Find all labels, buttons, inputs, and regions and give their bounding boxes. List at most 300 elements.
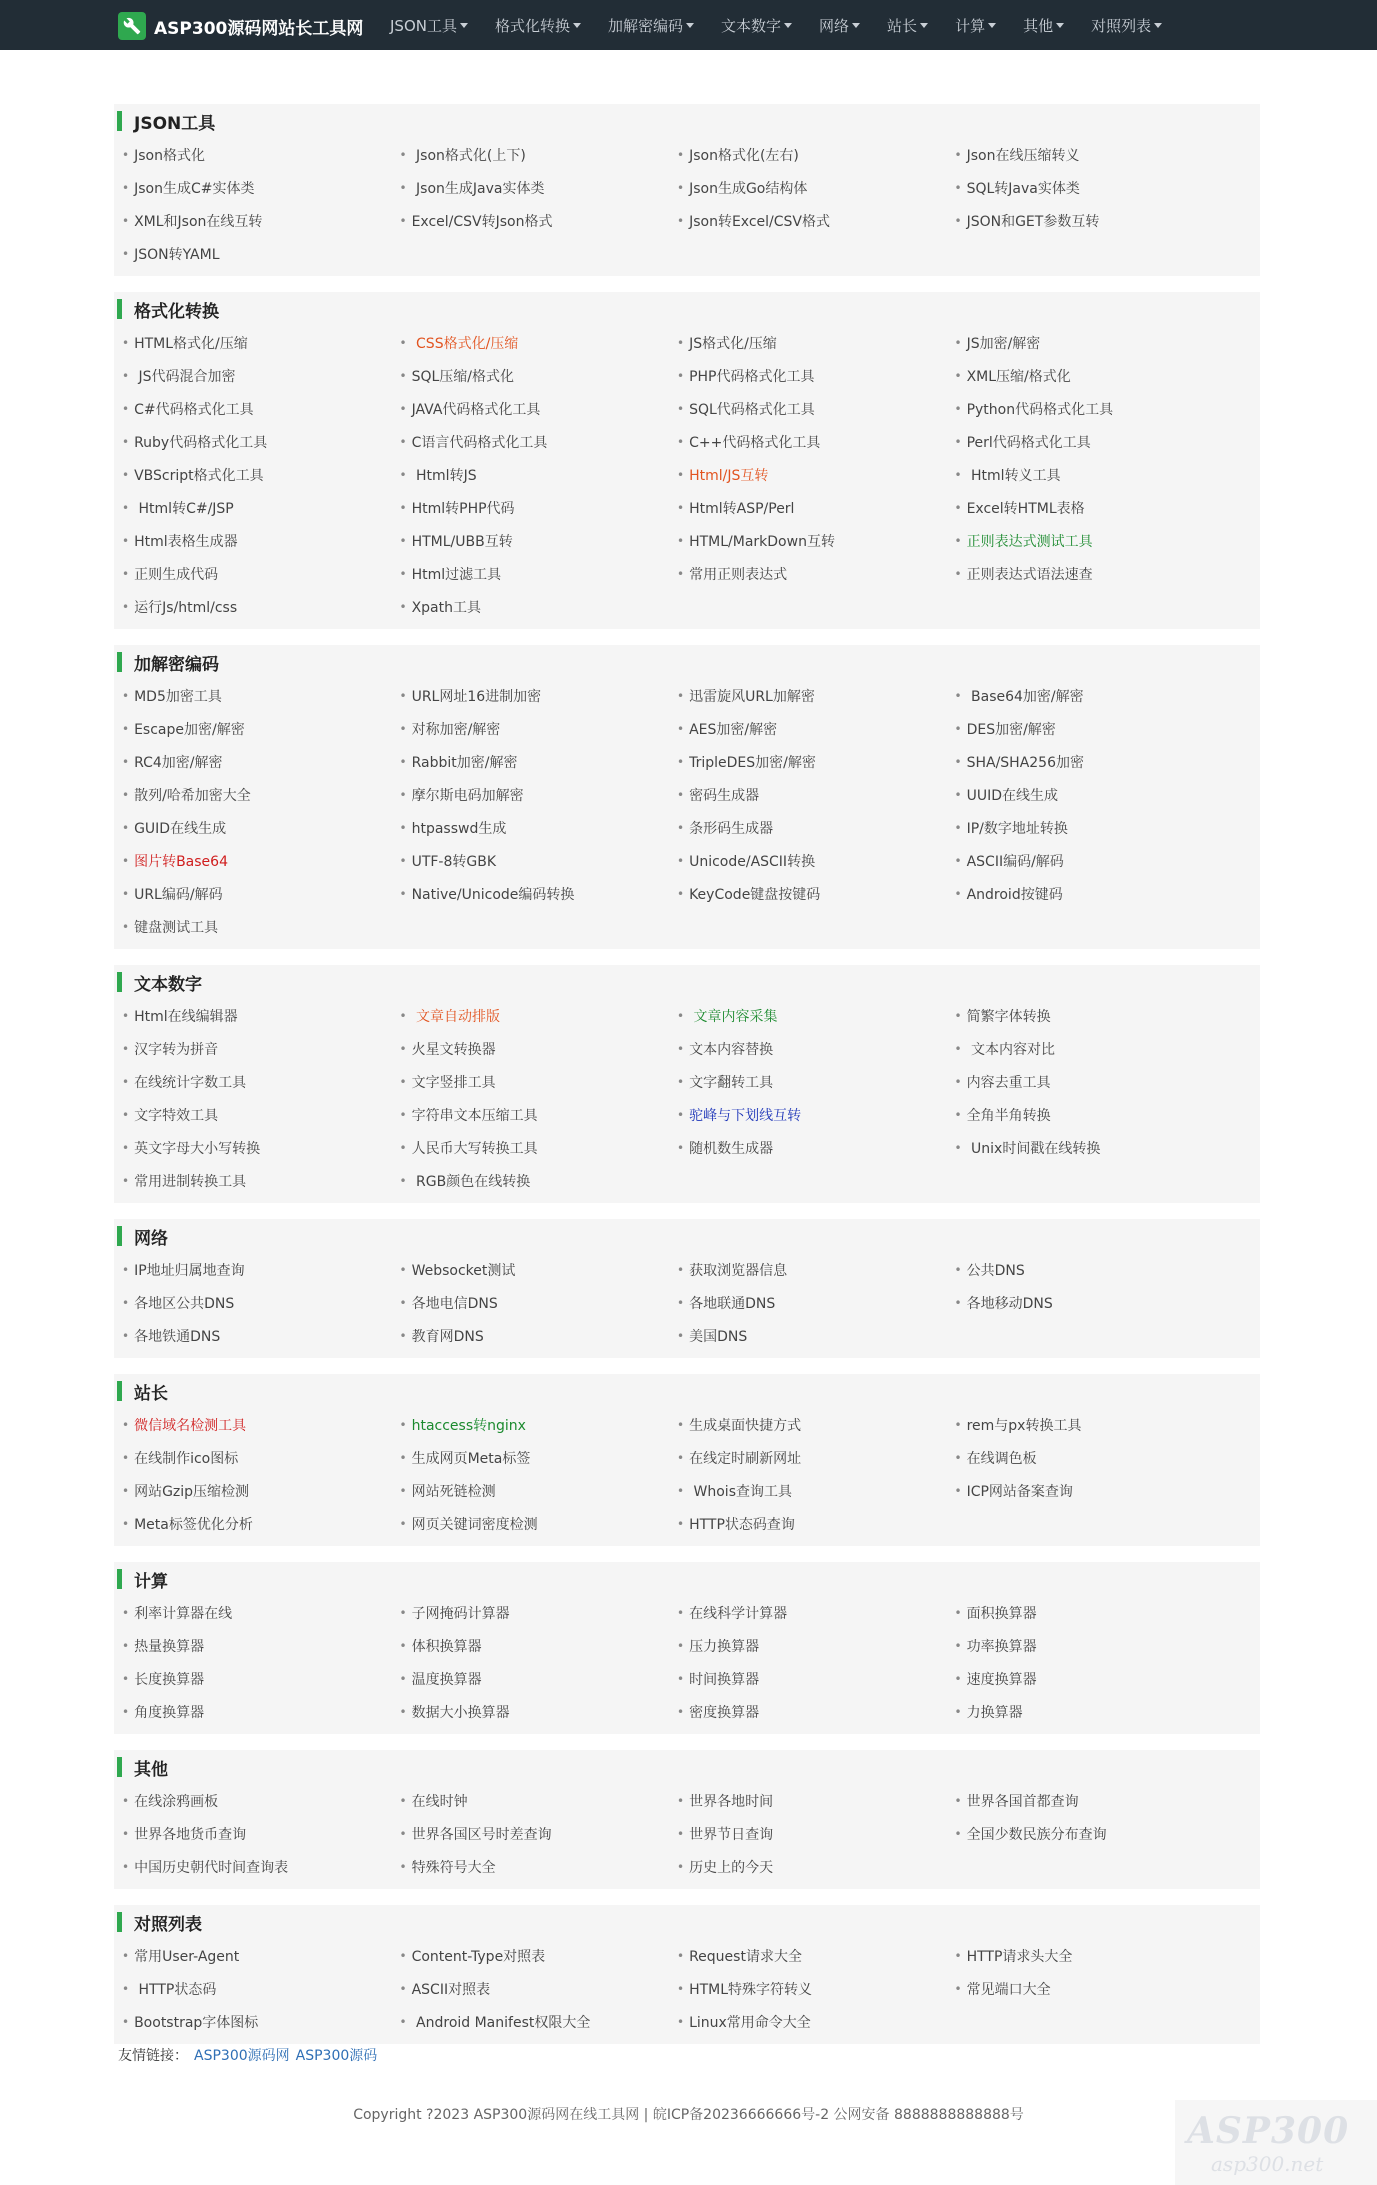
tool-link[interactable] [400,1408,678,1441]
tool-link[interactable] [677,1662,955,1695]
tool-link[interactable] [400,1164,678,1197]
bullet-icon: • [122,754,130,769]
nav-item-6[interactable] [955,15,996,36]
nav-item-0[interactable] [390,15,468,36]
bullet-icon: • [677,1295,685,1310]
tool-link[interactable] [955,679,1233,712]
tool-link[interactable] [122,999,400,1032]
tool-label: PHP代码格式化工具 [689,368,815,385]
bullet-icon: • [954,335,962,350]
bullet-icon: • [677,688,685,703]
tool-link[interactable] [122,778,400,811]
tool-label: 汉字转为拼音 [134,1041,219,1058]
tool-link[interactable] [122,1441,400,1474]
tool-link[interactable] [122,745,400,778]
section-header [114,1374,1260,1408]
tool-link[interactable] [677,392,955,425]
tool-link[interactable] [955,425,1233,458]
bullet-icon: • [399,533,407,548]
bullet-icon: • [954,853,962,868]
tool-link[interactable] [122,1972,400,2005]
tool-link[interactable] [677,1817,955,1850]
bullet-icon: • [122,434,130,449]
bullet-icon: • [399,1140,407,1155]
tool-link[interactable] [400,425,678,458]
tool-link[interactable] [122,811,400,844]
nav-item-8[interactable] [1091,15,1162,36]
footer-copyright: Copyright ?2023 ASP300源码网在线工具网 | 皖ICP备20236666666号-2 公网安备 8888888888888号 [353,2107,1024,2123]
tool-link[interactable] [955,458,1233,491]
tool-link[interactable] [955,1629,1233,1662]
tool-link[interactable] [955,1441,1233,1474]
tool-link[interactable] [955,557,1233,590]
tool-label: 角度换算器 [134,1704,205,1721]
tool-link[interactable] [400,524,678,557]
tool-label: 在线时钟 [411,1793,468,1810]
tool-link[interactable] [122,712,400,745]
bullet-icon: • [122,1107,130,1122]
tool-link[interactable] [677,1253,955,1286]
tool-link[interactable] [122,204,400,237]
tool-link[interactable] [122,1507,400,1540]
tool-link[interactable] [677,1695,955,1728]
tool-link[interactable] [122,458,400,491]
tool-link[interactable] [677,1441,955,1474]
tool-link[interactable] [955,1098,1233,1131]
nav-item-label: 文本数字 [721,16,782,35]
tool-label: 简繁字体转换 [966,1008,1051,1025]
bullet-icon: • [677,1793,685,1808]
tool-link[interactable] [677,1474,955,1507]
bullet-icon: • [954,1605,962,1620]
tool-link[interactable] [400,1695,678,1728]
bullet-icon: • [677,500,685,515]
tool-link[interactable] [122,1032,400,1065]
watermark-main: ASP300 [1187,2110,1350,2152]
nav-item-3[interactable] [721,15,792,36]
tool-link[interactable] [400,811,678,844]
tool-link[interactable] [400,557,678,590]
tool-link[interactable] [955,1939,1233,1972]
tool-link[interactable] [955,1408,1233,1441]
tool-grid [114,326,1260,623]
tool-link[interactable] [955,491,1233,524]
tool-label: XML压缩/格式化 [966,368,1071,385]
bullet-icon: • [677,467,685,482]
tool-link[interactable] [677,171,955,204]
tool-link[interactable] [400,1817,678,1850]
tool-label: Android Manifest权限大全 [411,2014,591,2031]
bullet-icon: • [122,1262,130,1277]
tool-link[interactable] [122,1131,400,1164]
tool-link[interactable] [677,778,955,811]
tool-label: C++代码格式化工具 [689,434,821,451]
tool-link[interactable] [677,1972,955,2005]
nav-item-4[interactable] [819,15,860,36]
tool-link[interactable] [122,359,400,392]
tool-link[interactable] [955,171,1233,204]
bullet-icon: • [399,467,407,482]
section-title: JSON工具 [134,113,216,134]
section-accent-bar [117,1757,122,1777]
tool-label: 世界节日查询 [689,1826,774,1843]
tool-link[interactable] [122,1784,400,1817]
tool-link[interactable] [122,524,400,557]
bullet-icon: • [954,721,962,736]
bullet-icon: • [122,688,130,703]
bullet-icon: • [399,599,407,614]
tool-link[interactable] [122,1098,400,1131]
bullet-icon: • [399,1107,407,1122]
tool-link[interactable] [400,1939,678,1972]
tool-link[interactable] [122,844,400,877]
tool-label: 常用正则表达式 [689,566,788,583]
tool-link[interactable] [955,1253,1233,1286]
tool-label: 火星文转换器 [411,1041,496,1058]
bullet-icon: • [122,180,130,195]
nav-item-1[interactable] [495,15,581,36]
tool-link[interactable] [400,1032,678,1065]
tool-link[interactable] [400,138,678,171]
tool-link[interactable] [122,877,400,910]
tool-link[interactable] [400,1629,678,1662]
tool-link[interactable] [677,1131,955,1164]
tool-link[interactable] [400,712,678,745]
tool-link[interactable] [400,877,678,910]
nav-menu [390,0,1189,50]
bullet-icon: • [399,500,407,515]
tool-link[interactable] [677,712,955,745]
tool-link[interactable] [955,204,1233,237]
tool-label: SQL压缩/格式化 [411,368,515,385]
bullet-icon: • [954,1074,962,1089]
tool-link[interactable] [400,1596,678,1629]
bullet-icon: • [954,1793,962,1808]
bullet-icon: • [122,213,130,228]
bullet-icon: • [954,1417,962,1432]
section-panel [114,965,1260,1203]
tool-link[interactable] [955,1032,1233,1065]
tool-link[interactable] [400,204,678,237]
friend-link-2[interactable]: ASP300源码 [295,2048,378,2064]
tool-label: SHA/SHA256加密 [966,754,1084,771]
bullet-icon: • [122,1140,130,1155]
bullet-icon: • [677,434,685,449]
tool-link[interactable] [122,1253,400,1286]
tool-link[interactable] [955,1065,1233,1098]
tool-link[interactable] [677,844,955,877]
tool-label: Perl代码格式化工具 [966,434,1091,451]
nav-item-5[interactable] [887,15,928,36]
tool-link[interactable] [122,1474,400,1507]
tool-link[interactable] [122,1065,400,1098]
tool-link[interactable] [122,1695,400,1728]
tool-link[interactable] [122,138,400,171]
tool-link[interactable] [122,392,400,425]
tool-link[interactable] [677,1507,955,1540]
bullet-icon: • [399,688,407,703]
tool-link[interactable] [677,1784,955,1817]
tool-link[interactable] [400,1784,678,1817]
bullet-icon: • [399,1041,407,1056]
tool-link[interactable] [400,1286,678,1319]
tool-link[interactable] [955,745,1233,778]
nav-item-2[interactable] [608,15,694,36]
tool-link[interactable] [122,1850,400,1883]
tool-link[interactable] [122,1319,400,1352]
tool-label: Json生成Go结构体 [689,180,808,197]
tool-link[interactable] [400,745,678,778]
tool-link[interactable] [122,590,400,623]
tool-link[interactable] [677,1065,955,1098]
tool-link[interactable] [122,679,400,712]
tool-link[interactable] [400,1507,678,1540]
tool-link[interactable] [400,679,678,712]
brand-logo[interactable] [118,12,363,40]
tool-label: 键盘测试工具 [134,919,219,936]
bullet-icon: • [954,1671,962,1686]
tool-label: Html过滤工具 [411,566,502,583]
tool-link[interactable] [955,1695,1233,1728]
section-panel [114,1750,1260,1889]
bullet-icon: • [122,787,130,802]
bullet-icon: • [677,787,685,802]
tool-link[interactable] [677,524,955,557]
tool-link[interactable] [400,778,678,811]
tool-link[interactable] [955,712,1233,745]
tool-link[interactable] [955,524,1233,557]
tool-link[interactable] [677,1408,955,1441]
tool-link[interactable] [677,2005,955,2038]
bullet-icon: • [399,1295,407,1310]
bullet-icon: • [122,246,130,261]
tool-label: Content-Type对照表 [411,1948,546,1965]
tool-link[interactable] [677,1596,955,1629]
tool-link[interactable] [400,1441,678,1474]
tool-label: Websocket测试 [411,1262,516,1279]
tool-label: 世界各国区号时差查询 [411,1826,552,1843]
bullet-icon: • [399,1173,407,1188]
tool-link[interactable] [122,1286,400,1319]
tool-label: 生成桌面快捷方式 [689,1417,802,1434]
tool-link[interactable] [677,425,955,458]
section-header [114,965,1260,999]
tool-label: 历史上的今天 [689,1859,774,1876]
tool-link[interactable] [400,844,678,877]
tool-link[interactable] [955,1784,1233,1817]
tool-link[interactable] [955,392,1233,425]
tool-label: Base64加密/解密 [966,688,1084,705]
tool-link[interactable] [122,1662,400,1695]
bullet-icon: • [399,1638,407,1653]
section-header [114,1562,1260,1596]
nav-item-7[interactable] [1023,15,1064,36]
section-header [114,1905,1260,1939]
tool-link[interactable] [955,811,1233,844]
bullet-icon: • [677,2014,685,2029]
nav-item-label: 网络 [819,16,850,35]
tool-link[interactable] [400,1850,678,1883]
friend-links-label: 友情链接： [118,2048,188,2064]
tool-link[interactable] [677,1629,955,1662]
bullet-icon: • [399,1262,407,1277]
tool-link[interactable] [122,491,400,524]
bullet-icon: • [954,213,962,228]
tool-label: HTML格式化/压缩 [134,335,248,352]
bullet-icon: • [954,1948,962,1963]
tool-link[interactable] [677,326,955,359]
tool-link[interactable] [677,204,955,237]
tool-link[interactable] [677,557,955,590]
bullet-icon: • [677,1450,685,1465]
bullet-icon: • [954,1704,962,1719]
bullet-icon: • [122,1948,130,1963]
tool-link[interactable] [955,999,1233,1032]
caret-down-icon [686,23,694,28]
tool-label: Unicode/ASCII转换 [689,853,816,870]
tool-link[interactable] [677,138,955,171]
tool-link[interactable] [955,1131,1233,1164]
tool-label: 在线定时刷新网址 [689,1450,802,1467]
tool-label: CSS格式化/压缩 [411,335,519,352]
tool-link[interactable] [677,811,955,844]
tool-link[interactable] [677,1286,955,1319]
bullet-icon: • [954,1295,962,1310]
section-title: 格式化转换 [134,301,219,322]
tool-link[interactable] [122,1939,400,1972]
bullet-icon: • [122,1826,130,1841]
section-panel [114,1219,1260,1358]
tool-link[interactable] [955,359,1233,392]
tool-link[interactable] [400,1474,678,1507]
tool-link[interactable] [122,1629,400,1662]
tool-label: 世界各国首都查询 [966,1793,1079,1810]
tool-link[interactable] [955,1474,1233,1507]
tool-link[interactable] [400,326,678,359]
tool-link[interactable] [955,1596,1233,1629]
bullet-icon: • [399,401,407,416]
tool-link[interactable] [955,1817,1233,1850]
tool-link[interactable] [400,1098,678,1131]
bullet-icon: • [954,1638,962,1653]
tool-link[interactable] [122,237,400,270]
bullet-icon: • [677,1671,685,1686]
tool-link[interactable] [677,1098,955,1131]
tool-link[interactable] [677,1319,955,1352]
tool-label: Json生成C#实体类 [134,180,255,197]
tool-label: 全角半角转换 [966,1107,1051,1124]
tool-link[interactable] [955,778,1233,811]
tool-link[interactable] [677,1850,955,1883]
tool-link[interactable] [677,359,955,392]
tool-link[interactable] [677,999,955,1032]
tool-link[interactable] [400,392,678,425]
bullet-icon: • [954,1107,962,1122]
tool-link[interactable] [400,1662,678,1695]
tool-link[interactable] [955,1972,1233,2005]
tool-link[interactable] [122,1596,400,1629]
tool-label: 对称加密/解密 [411,721,501,738]
tool-link[interactable] [122,171,400,204]
bullet-icon: • [677,886,685,901]
tool-link[interactable] [122,1817,400,1850]
bullet-icon: • [954,787,962,802]
section-title: 加解密编码 [134,654,219,675]
tool-link[interactable] [677,1939,955,1972]
tool-link[interactable] [400,458,678,491]
nav-item-label: 站长 [887,16,918,35]
tool-link[interactable] [955,138,1233,171]
tool-label: 散列/哈希加密大全 [134,787,251,804]
tool-link[interactable] [677,877,955,910]
tool-label: 驼峰与下划线互转 [689,1107,802,1124]
tool-label: JAVA代码格式化工具 [411,401,541,418]
tool-link[interactable] [955,844,1233,877]
tool-link[interactable] [400,491,678,524]
tool-link[interactable] [677,491,955,524]
bullet-icon: • [954,1450,962,1465]
tool-link[interactable] [122,1408,400,1441]
tool-link[interactable] [677,458,955,491]
tool-link[interactable] [955,326,1233,359]
tool-link[interactable] [955,1662,1233,1695]
tool-link[interactable] [955,877,1233,910]
friend-link-1[interactable]: ASP300源码网 [194,2048,290,2064]
tool-link[interactable] [400,171,678,204]
section-header [114,1750,1260,1784]
tool-label: 获取浏览器信息 [689,1262,788,1279]
tool-link[interactable] [122,1164,400,1197]
tool-label: SQL代码格式化工具 [689,401,815,418]
tool-link[interactable] [677,1032,955,1065]
tool-label: Escape加密/解密 [134,721,245,738]
bullet-icon: • [954,688,962,703]
tool-link[interactable] [400,590,678,623]
tool-link[interactable] [122,326,400,359]
tool-link[interactable] [400,2005,678,2038]
tool-link[interactable] [677,745,955,778]
tool-link[interactable] [122,425,400,458]
bullet-icon: • [677,335,685,350]
tool-link[interactable] [400,1131,678,1164]
tool-label: C语言代码格式化工具 [411,434,548,451]
tool-link[interactable] [400,1319,678,1352]
tool-label: 公共DNS [966,1262,1025,1279]
section-panel [114,104,1260,276]
tool-label: IP/数字地址转换 [966,820,1068,837]
tool-label: 文字特效工具 [134,1107,219,1124]
section-accent-bar [117,652,122,672]
tool-link[interactable] [955,1286,1233,1319]
section-panel [114,1562,1260,1734]
tool-label: 正则生成代码 [134,566,219,583]
tool-link[interactable] [400,359,678,392]
bullet-icon: • [677,1638,685,1653]
tool-label: Html转ASP/Perl [689,500,795,517]
tool-link[interactable] [122,910,400,943]
tool-link[interactable] [400,999,678,1032]
tool-link[interactable] [122,557,400,590]
tool-link[interactable] [400,1253,678,1286]
tool-link[interactable] [122,2005,400,2038]
tool-link[interactable] [677,679,955,712]
tool-link[interactable] [400,1972,678,2005]
bullet-icon: • [122,566,130,581]
tool-label: 网站Gzip压缩检测 [134,1483,250,1500]
tool-link[interactable] [400,1065,678,1098]
watermark-logo [1175,2100,1377,2185]
bullet-icon: • [954,1262,962,1277]
